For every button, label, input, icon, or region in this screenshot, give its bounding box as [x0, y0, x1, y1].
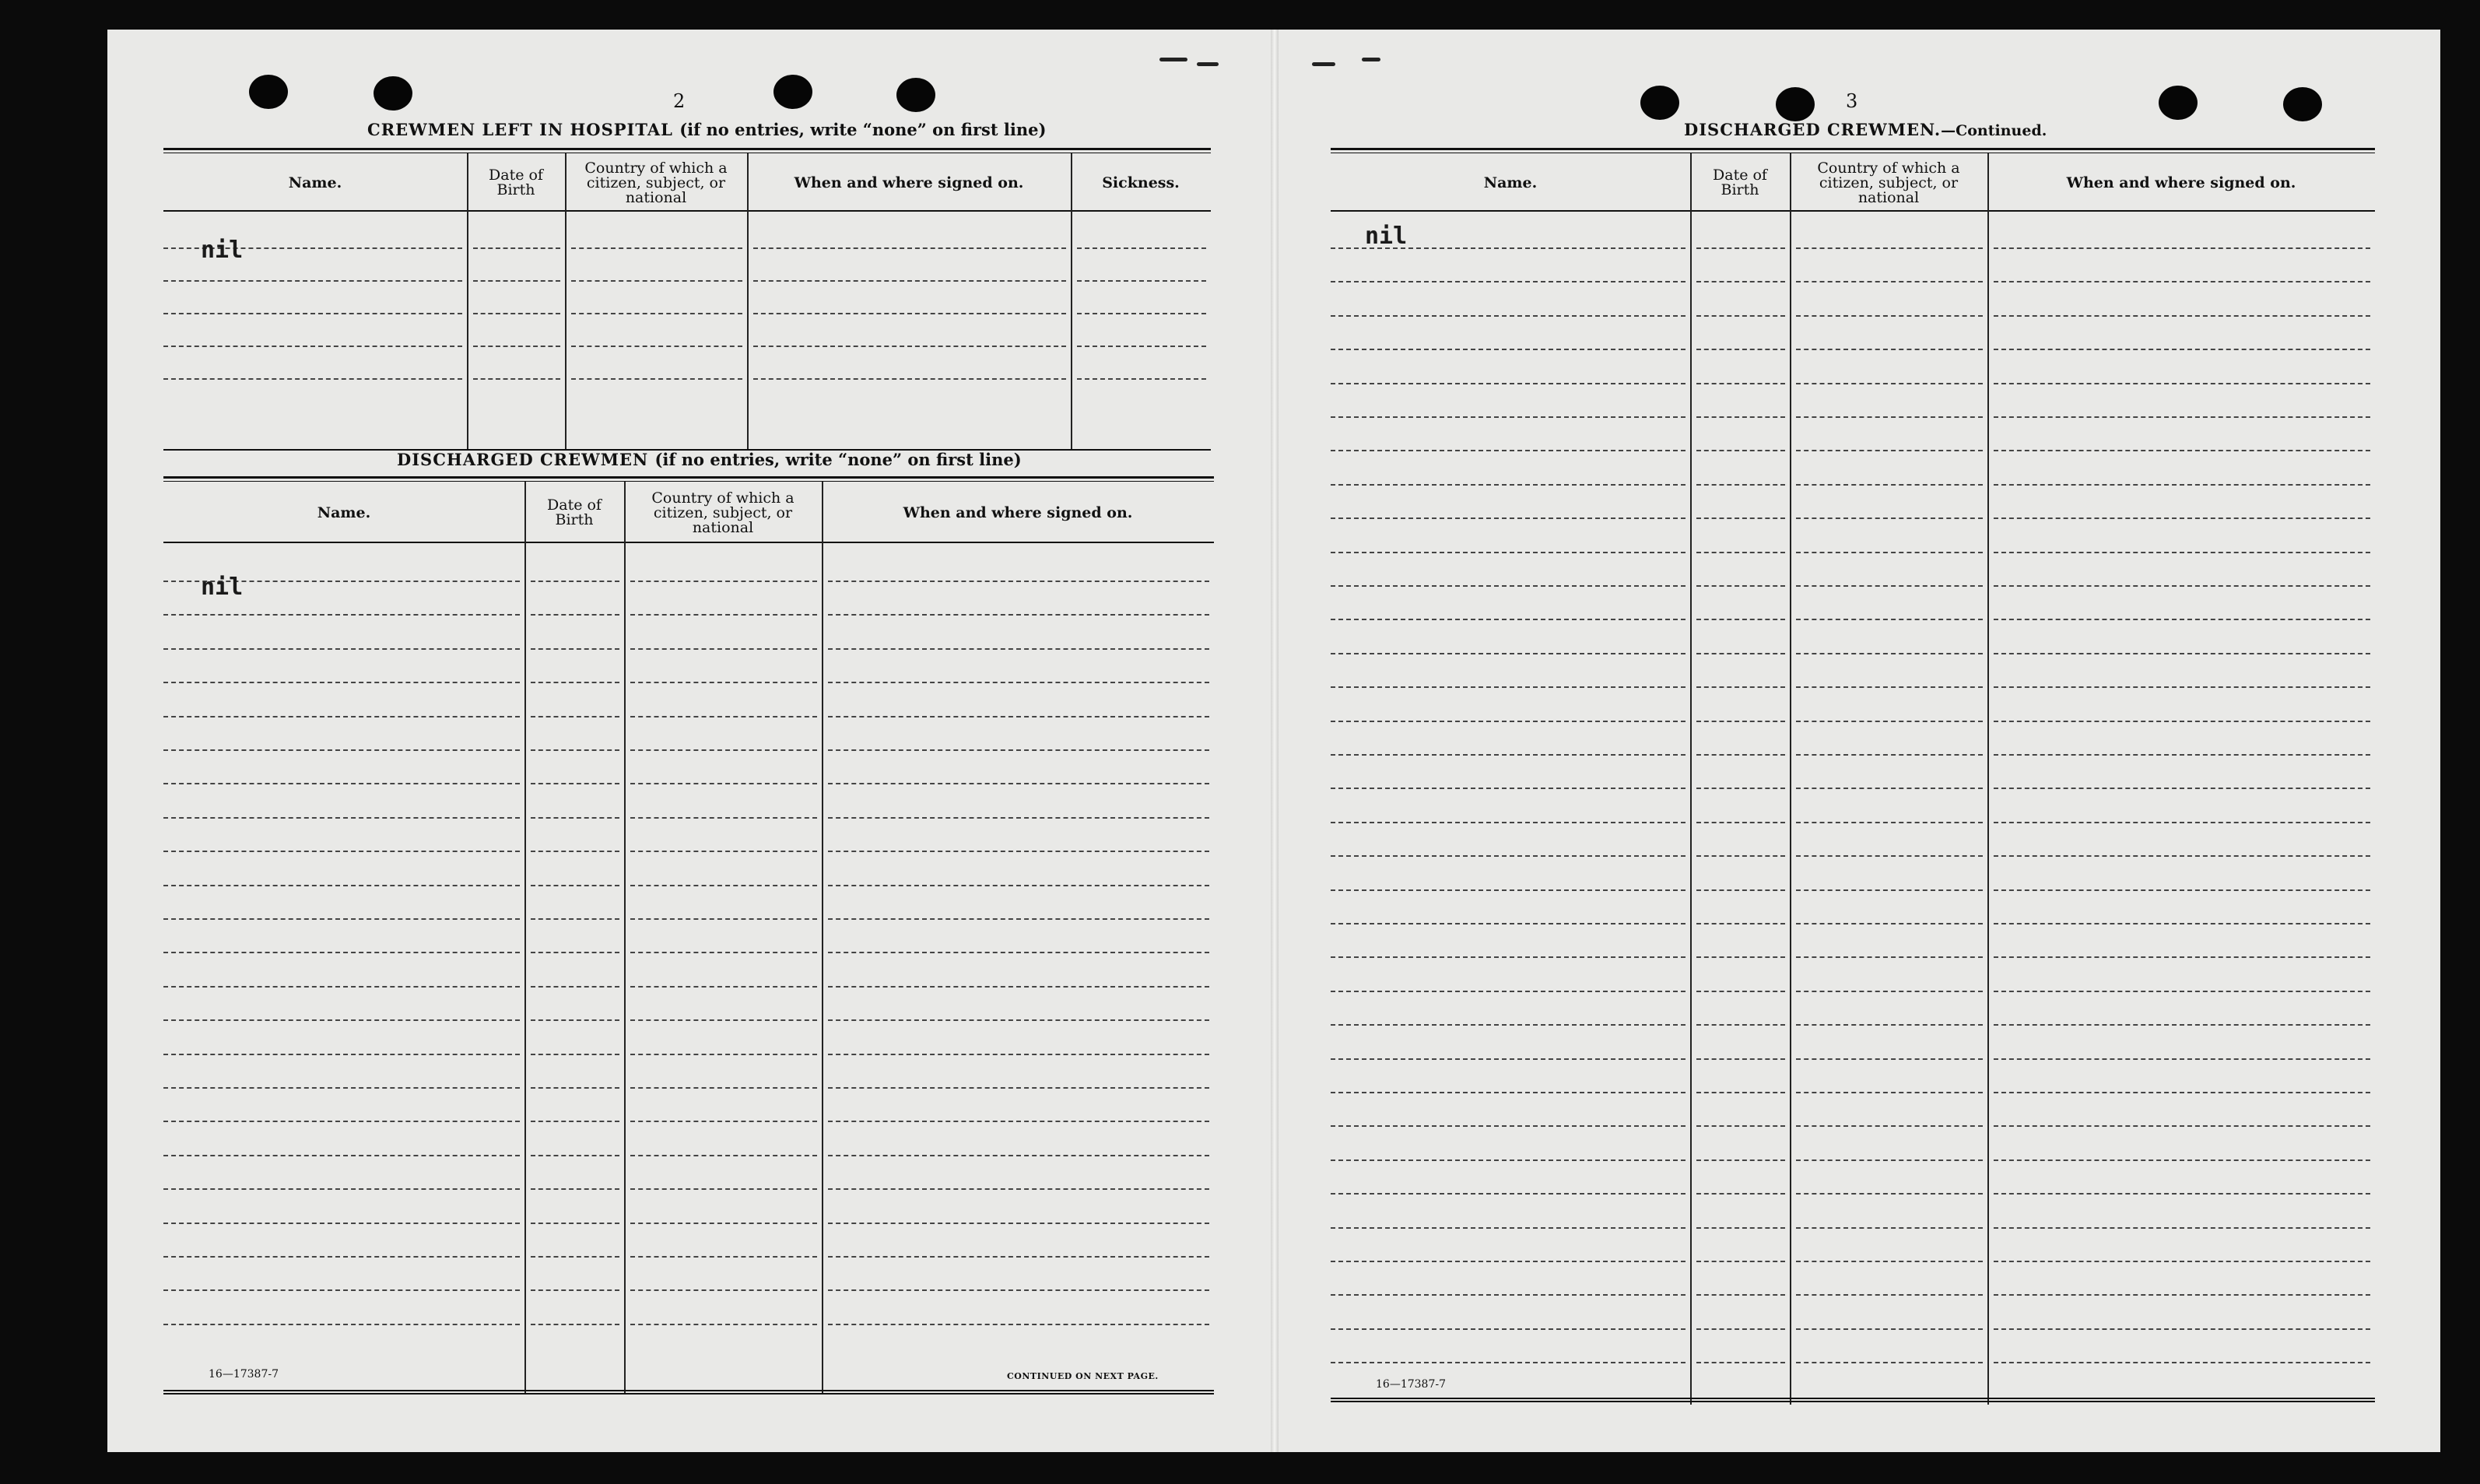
- ruled-line: [1994, 585, 2370, 587]
- ruled-line: [163, 851, 520, 852]
- discharged-continued-title: [1684, 120, 2047, 139]
- column-header: When and where signed on.: [903, 503, 1133, 521]
- ink-smudge: [1362, 58, 1380, 61]
- ruled-line: [1331, 281, 1685, 282]
- ruled-line: [163, 313, 462, 314]
- ruled-line: [531, 918, 619, 920]
- ruled-line: [1796, 349, 1983, 350]
- ruled-line: [571, 378, 742, 380]
- ruled-line: [1331, 1328, 1685, 1330]
- ruled-line: [1696, 517, 1785, 519]
- ruled-line: [1994, 956, 2370, 958]
- punch-hole: [773, 75, 812, 109]
- ruled-line: [1796, 754, 1983, 756]
- ruled-line: [1331, 923, 1685, 924]
- ruled-line: [828, 851, 1209, 852]
- ruled-line: [1077, 378, 1206, 380]
- ruled-line: [1696, 855, 1785, 857]
- punch-hole: [2159, 86, 2198, 120]
- ruled-line: [1994, 1328, 2370, 1330]
- ruled-line: [1796, 1328, 1983, 1330]
- ruled-line: [828, 749, 1209, 751]
- ruled-line: [1796, 1261, 1983, 1262]
- ruled-line: [531, 1087, 619, 1089]
- ruled-line: [1796, 1294, 1983, 1296]
- ruled-line: [1331, 416, 1685, 418]
- ruled-line: [1331, 1092, 1685, 1093]
- ruled-line: [828, 1256, 1209, 1258]
- ruled-line: [531, 716, 619, 717]
- ruled-line: [630, 1223, 817, 1224]
- ruled-line: [531, 817, 619, 819]
- ruled-line: [1994, 1092, 2370, 1093]
- center-fold: [1271, 30, 1279, 1452]
- ruled-line: [1696, 1125, 1785, 1127]
- ruled-line: [1994, 416, 2370, 418]
- ruled-line: [531, 1054, 619, 1055]
- ruled-line: [1994, 1125, 2370, 1127]
- column-header: Sickness.: [1102, 174, 1180, 191]
- ruled-line: [828, 1054, 1209, 1055]
- ruled-line: [630, 614, 817, 616]
- ruled-line: [163, 346, 462, 347]
- ruled-line: [1994, 349, 2370, 350]
- discharged-entry-right: nil: [1365, 223, 1408, 250]
- ruled-line: [828, 1019, 1209, 1021]
- ruled-line: [1331, 383, 1685, 384]
- ruled-line: [630, 986, 817, 988]
- ruled-line: [531, 1256, 619, 1258]
- ruled-line: [1696, 1227, 1785, 1229]
- ruled-line: [1331, 956, 1685, 958]
- ruled-line: [531, 1121, 619, 1122]
- ruled-line: [163, 1019, 520, 1021]
- ruled-line: [1796, 923, 1983, 924]
- ruled-line: [1796, 552, 1983, 553]
- ruled-line: [531, 581, 619, 582]
- ruled-line: [1796, 1092, 1983, 1093]
- ruled-line: [571, 313, 742, 314]
- punch-hole: [249, 75, 288, 109]
- ruled-line: [163, 749, 520, 751]
- ruled-line: [1994, 1024, 2370, 1026]
- ruled-line: [1994, 450, 2370, 451]
- ruled-line: [1696, 653, 1785, 654]
- ruled-line: [163, 1223, 520, 1224]
- ruled-line: [1994, 855, 2370, 857]
- ruled-line: [163, 1054, 520, 1055]
- ruled-line: [828, 885, 1209, 886]
- ruled-line: [1331, 721, 1685, 722]
- ruled-line: [1796, 1058, 1983, 1060]
- ruled-line: [828, 1289, 1209, 1291]
- discharged-table-left: [163, 476, 1214, 1399]
- ruled-line: [1796, 1193, 1983, 1195]
- column-header: Name.: [1483, 174, 1538, 191]
- ruled-line: [1331, 1024, 1685, 1026]
- ruled-line: [531, 1155, 619, 1156]
- ruled-line: [531, 1324, 619, 1325]
- ruled-line: [828, 1155, 1209, 1156]
- discharged-entry-left: nil: [201, 574, 244, 601]
- column-header: Country of which a citizen, subject, or national: [1817, 159, 1960, 206]
- ruled-line: [1331, 1261, 1685, 1262]
- ruled-line: [531, 682, 619, 683]
- ruled-line: [828, 986, 1209, 988]
- ruled-line: [1696, 1193, 1785, 1195]
- ruled-line: [163, 280, 462, 282]
- discharged-continued-title-text: DISCHARGED CREWMEN.: [1684, 120, 1942, 139]
- ruled-line: [1994, 1294, 2370, 1296]
- ruled-line: [531, 614, 619, 616]
- ruled-line: [630, 1054, 817, 1055]
- ruled-line: [630, 581, 817, 582]
- ruled-line: [1077, 280, 1206, 282]
- ruled-line: [828, 817, 1209, 819]
- ruled-line: [1796, 1227, 1983, 1229]
- ruled-line: [630, 1087, 817, 1089]
- ruled-line: [630, 1121, 817, 1122]
- column-header: Name.: [288, 174, 342, 191]
- ruled-line: [1331, 1159, 1685, 1161]
- ruled-line: [1696, 484, 1785, 486]
- ruled-line: [1696, 686, 1785, 688]
- discharged-section-title: [397, 450, 1022, 469]
- ruled-line: [1077, 346, 1206, 347]
- ruled-line: [630, 1019, 817, 1021]
- ruled-line: [531, 749, 619, 751]
- ruled-line: [1796, 383, 1983, 384]
- ruled-line: [1796, 653, 1983, 654]
- ruled-line: [473, 313, 560, 314]
- ruled-line: [1796, 517, 1983, 519]
- ruled-line: [531, 1223, 619, 1224]
- ruled-line: [1994, 1362, 2370, 1363]
- ruled-line: [1331, 1227, 1685, 1229]
- ruled-line: [163, 885, 520, 886]
- ruled-line: [828, 1223, 1209, 1224]
- ruled-line: [1696, 788, 1785, 789]
- ruled-line: [1796, 1159, 1983, 1161]
- ruled-line: [828, 581, 1209, 582]
- ruled-line: [1696, 822, 1785, 823]
- ruled-line: [828, 1087, 1209, 1089]
- ruled-line: [531, 648, 619, 650]
- ruled-line: [1696, 281, 1785, 282]
- ruled-line: [1696, 1261, 1785, 1262]
- ruled-line: [163, 1289, 520, 1291]
- ruled-line: [163, 1324, 520, 1325]
- ruled-line: [1331, 1058, 1685, 1060]
- ruled-line: [1994, 754, 2370, 756]
- ruled-line: [1796, 247, 1983, 249]
- ruled-line: [630, 716, 817, 717]
- ruled-line: [1796, 416, 1983, 418]
- ruled-line: [1696, 1294, 1785, 1296]
- ruled-line: [1331, 754, 1685, 756]
- ruled-line: [1696, 383, 1785, 384]
- ruled-line: [630, 1188, 817, 1190]
- hospital-title-text: CREWMEN LEFT IN HOSPITAL: [367, 120, 673, 139]
- ruled-line: [1331, 889, 1685, 891]
- ruled-line: [1796, 686, 1983, 688]
- ruled-line: [163, 783, 520, 784]
- ruled-line: [1331, 619, 1685, 620]
- ruled-line: [571, 346, 742, 347]
- ruled-line: [1994, 315, 2370, 317]
- ruled-line: [1796, 822, 1983, 823]
- ruled-line: [163, 817, 520, 819]
- ruled-line: [1696, 754, 1785, 756]
- ruled-line: [828, 918, 1209, 920]
- ruled-line: [1994, 1159, 2370, 1161]
- ruled-line: [1796, 1362, 1983, 1363]
- ink-smudge: [1197, 62, 1219, 66]
- ruled-line: [753, 247, 1066, 249]
- ruled-line: [828, 1324, 1209, 1325]
- ruled-line: [1331, 822, 1685, 823]
- ruled-line: [163, 1155, 520, 1156]
- ruled-line: [630, 749, 817, 751]
- discharged-continued-subtitle: —Continued.: [1941, 122, 2047, 139]
- ruled-line: [1994, 1193, 2370, 1195]
- ruled-line: [1994, 889, 2370, 891]
- document-spread: [107, 30, 2440, 1452]
- ruled-line: [1994, 1261, 2370, 1262]
- ruled-line: [473, 247, 560, 249]
- ruled-line: [163, 1256, 520, 1258]
- ruled-line: [1994, 653, 2370, 654]
- ruled-line: [753, 313, 1066, 314]
- hospital-entry: nil: [201, 237, 244, 264]
- discharged-table-right: [1331, 148, 2375, 1409]
- ruled-line: [1994, 721, 2370, 722]
- ruled-line: [1331, 484, 1685, 486]
- ruled-line: [1994, 1058, 2370, 1060]
- ruled-line: [1331, 315, 1685, 317]
- ruled-line: [1696, 1024, 1785, 1026]
- ruled-line: [1331, 517, 1685, 519]
- ruled-line: [1696, 923, 1785, 924]
- ruled-line: [1696, 1362, 1785, 1363]
- ruled-line: [1796, 1125, 1983, 1127]
- ruled-line: [1696, 889, 1785, 891]
- ruled-line: [828, 1121, 1209, 1122]
- ruled-line: [828, 614, 1209, 616]
- ruled-line: [531, 1019, 619, 1021]
- ruled-line: [1077, 247, 1206, 249]
- ruled-line: [1077, 313, 1206, 314]
- ruled-line: [828, 783, 1209, 784]
- ruled-line: [531, 952, 619, 953]
- ruled-line: [1696, 450, 1785, 451]
- ruled-line: [630, 648, 817, 650]
- ruled-line: [1331, 1294, 1685, 1296]
- hospital-table: [163, 148, 1211, 453]
- ruled-line: [630, 783, 817, 784]
- ruled-line: [630, 1155, 817, 1156]
- ruled-line: [1696, 247, 1785, 249]
- ruled-line: [163, 918, 520, 920]
- ruled-line: [630, 885, 817, 886]
- ruled-line: [1994, 383, 2370, 384]
- ink-smudge: [1159, 58, 1187, 61]
- ruled-line: [828, 648, 1209, 650]
- ruled-line: [1796, 889, 1983, 891]
- punch-hole: [896, 78, 935, 112]
- ruled-line: [1994, 247, 2370, 249]
- ruled-line: [1994, 923, 2370, 924]
- ruled-line: [1796, 484, 1983, 486]
- ruled-line: [473, 346, 560, 347]
- ruled-line: [1331, 653, 1685, 654]
- ruled-line: [163, 1188, 520, 1190]
- ruled-line: [473, 280, 560, 282]
- punch-hole: [2283, 87, 2322, 121]
- discharged-subtitle: (if no entries, write “none” on first line): [654, 450, 1022, 469]
- ruled-line: [753, 346, 1066, 347]
- column-header: When and where signed on.: [794, 174, 1024, 191]
- ruled-line: [1331, 585, 1685, 587]
- ruled-line: [1696, 416, 1785, 418]
- ruled-line: [1796, 991, 1983, 992]
- form-number: 16—17387-7: [1376, 1378, 1446, 1391]
- ruled-line: [1331, 855, 1685, 857]
- punch-hole: [374, 76, 412, 111]
- ruled-line: [163, 986, 520, 988]
- ruled-line: [1696, 1328, 1785, 1330]
- ruled-line: [1696, 1159, 1785, 1161]
- ruled-line: [163, 614, 520, 616]
- ruled-line: [1796, 721, 1983, 722]
- ruled-line: [163, 952, 520, 953]
- ruled-line: [1796, 1024, 1983, 1026]
- ruled-line: [1331, 552, 1685, 553]
- ruled-line: [1696, 315, 1785, 317]
- ruled-line: [1796, 281, 1983, 282]
- ruled-line: [828, 682, 1209, 683]
- ruled-line: [163, 1121, 520, 1122]
- ruled-line: [630, 918, 817, 920]
- ruled-line: [1696, 721, 1785, 722]
- ruled-line: [1696, 349, 1785, 350]
- ruled-line: [1331, 1125, 1685, 1127]
- ruled-line: [1796, 788, 1983, 789]
- ruled-line: [1696, 991, 1785, 992]
- ruled-line: [531, 1188, 619, 1190]
- hospital-subtitle: (if no entries, write “none” on first line): [679, 120, 1047, 139]
- ruled-line: [1696, 1092, 1785, 1093]
- ruled-line: [531, 885, 619, 886]
- ruled-line: [531, 986, 619, 988]
- column-header: Country of which a citizen, subject, or national: [651, 489, 795, 536]
- column-header: Name.: [317, 503, 371, 521]
- ruled-line: [531, 783, 619, 784]
- punch-hole: [1640, 86, 1679, 120]
- ruled-line: [1696, 1058, 1785, 1060]
- column-header: Country of which a citizen, subject, or national: [584, 159, 728, 206]
- ruled-line: [1994, 552, 2370, 553]
- ruled-line: [1696, 956, 1785, 958]
- ruled-line: [753, 280, 1066, 282]
- ruled-line: [1331, 991, 1685, 992]
- ruled-line: [828, 716, 1209, 717]
- ruled-line: [1331, 686, 1685, 688]
- discharged-title-text: DISCHARGED CREWMEN: [397, 450, 649, 469]
- ruled-line: [1696, 585, 1785, 587]
- ruled-line: [473, 378, 560, 380]
- ruled-line: [1796, 450, 1983, 451]
- ruled-line: [1331, 1362, 1685, 1363]
- ruled-line: [163, 378, 462, 380]
- ruled-line: [828, 1188, 1209, 1190]
- column-header: Date of Birth: [489, 167, 543, 198]
- ruled-line: [630, 851, 817, 852]
- column-header: Date of Birth: [1713, 167, 1767, 198]
- continued-note: CONTINUED ON NEXT PAGE.: [1007, 1371, 1159, 1381]
- ruled-line: [630, 1324, 817, 1325]
- ruled-line: [1331, 1193, 1685, 1195]
- ruled-line: [571, 280, 742, 282]
- ruled-line: [1796, 855, 1983, 857]
- ruled-line: [571, 247, 742, 249]
- ruled-line: [1796, 956, 1983, 958]
- ruled-line: [1994, 991, 2370, 992]
- ruled-line: [1994, 788, 2370, 789]
- ruled-line: [1994, 619, 2370, 620]
- ruled-line: [1796, 585, 1983, 587]
- ruled-line: [531, 1289, 619, 1291]
- ruled-line: [630, 682, 817, 683]
- ruled-line: [1331, 349, 1685, 350]
- hospital-section-title: [367, 120, 1046, 139]
- ruled-line: [630, 817, 817, 819]
- ruled-line: [1696, 552, 1785, 553]
- ruled-line: [1796, 619, 1983, 620]
- ruled-line: [1796, 315, 1983, 317]
- ruled-line: [163, 716, 520, 717]
- form-number: 16—17387-7: [209, 1368, 279, 1381]
- ruled-line: [1994, 517, 2370, 519]
- ruled-line: [163, 648, 520, 650]
- ink-smudge: [1312, 62, 1335, 66]
- ruled-line: [163, 682, 520, 683]
- page-number: 3: [1846, 90, 1858, 112]
- ruled-line: [1994, 281, 2370, 282]
- ruled-line: [630, 1256, 817, 1258]
- ruled-line: [1994, 1227, 2370, 1229]
- column-header: Date of Birth: [547, 496, 602, 528]
- ruled-line: [1994, 822, 2370, 823]
- ruled-line: [1331, 450, 1685, 451]
- ruled-line: [531, 851, 619, 852]
- ruled-line: [1994, 484, 2370, 486]
- ruled-line: [1331, 788, 1685, 789]
- ruled-line: [630, 952, 817, 953]
- column-header: When and where signed on.: [2066, 174, 2296, 191]
- ruled-line: [1994, 686, 2370, 688]
- ruled-line: [163, 1087, 520, 1089]
- ruled-line: [828, 952, 1209, 953]
- ruled-line: [1696, 619, 1785, 620]
- page-number: 2: [673, 90, 686, 112]
- ruled-line: [753, 378, 1066, 380]
- punch-hole: [1776, 87, 1815, 121]
- ruled-line: [630, 1289, 817, 1291]
